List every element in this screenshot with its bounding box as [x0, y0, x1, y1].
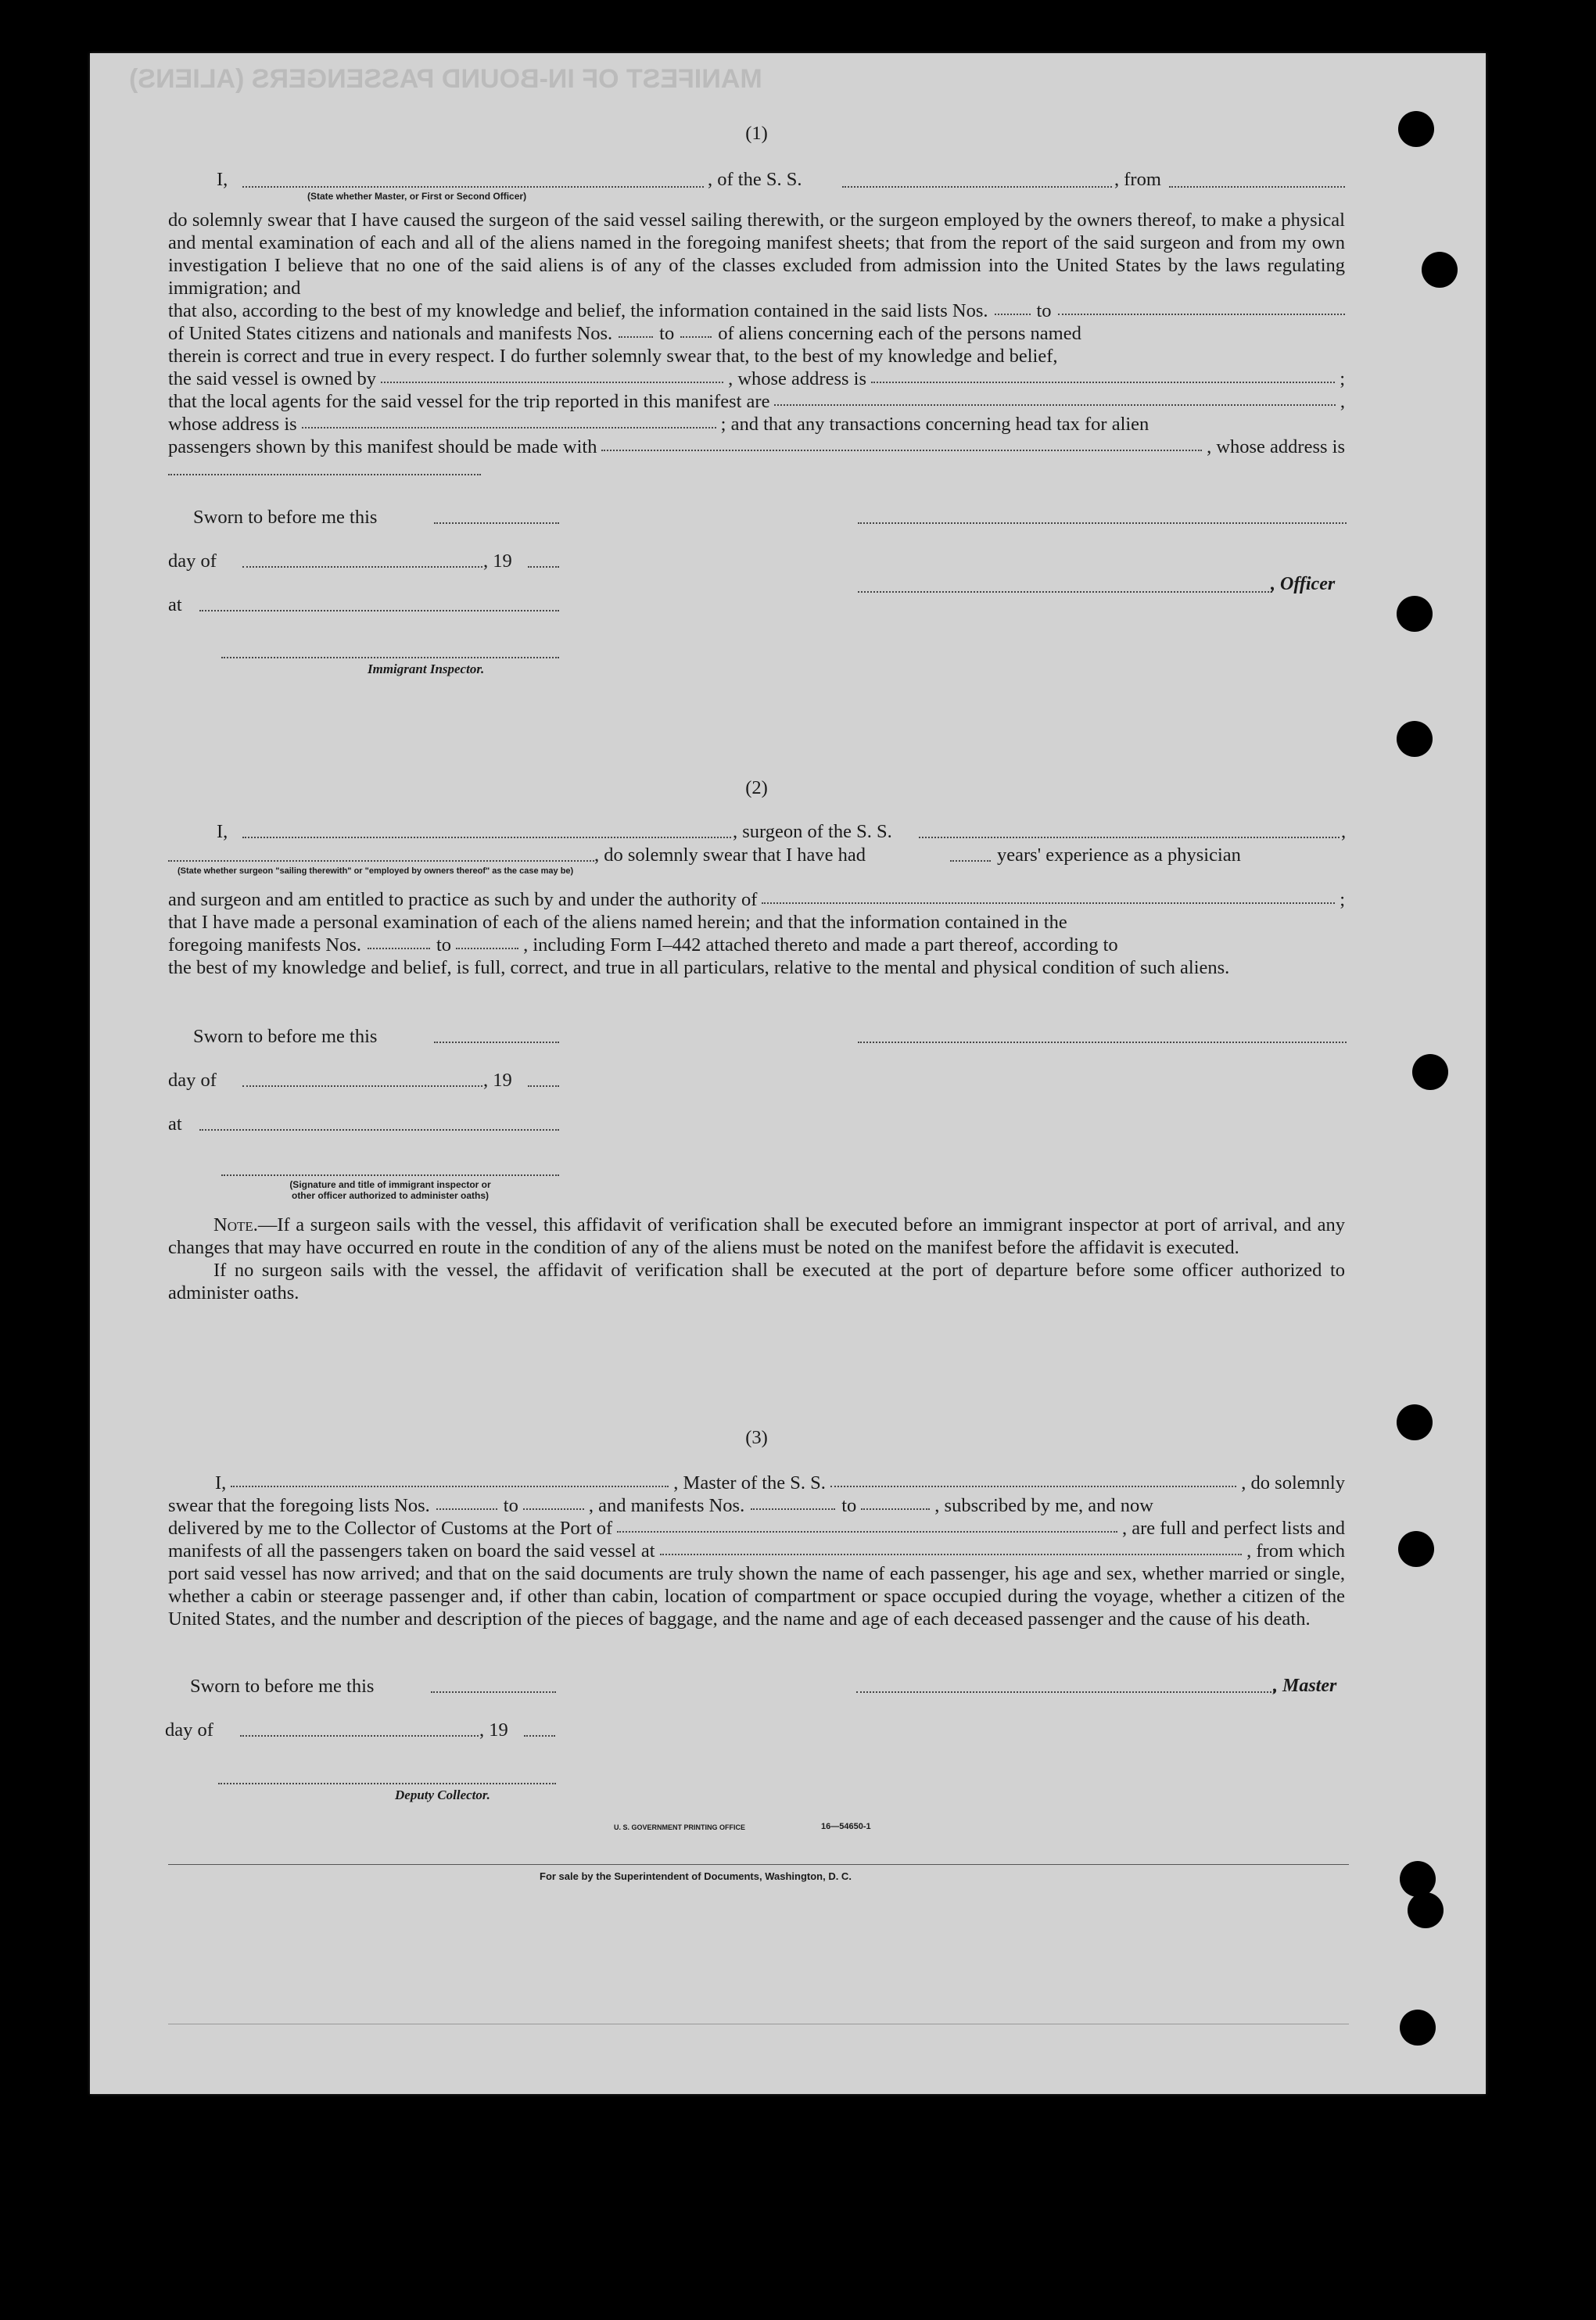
agents-blank[interactable]: [774, 390, 1335, 406]
manifests-to-blank[interactable]: [680, 322, 712, 338]
authority-text: and surgeon and am entitled to practice as such by and under the authority of: [168, 889, 758, 910]
month-blank[interactable]: [242, 566, 482, 568]
from-text: , from: [1114, 169, 1161, 190]
agents-address-blank[interactable]: [302, 413, 716, 429]
officer-rank-blank[interactable]: [242, 186, 704, 188]
master-label: , Master: [1273, 1676, 1337, 1696]
master-name-blank[interactable]: [231, 1472, 669, 1487]
s2-manifests-to-blank[interactable]: [456, 934, 518, 949]
sworn-day-blank[interactable]: [434, 522, 559, 524]
s1-oath-text-2: therein is correct and true in every respect. I do further solemnly swear that, to the best of my knowledge and belief,: [168, 346, 1058, 367]
manifests-nos-text: of United States citizens and nationals and manifests Nos.: [168, 323, 613, 344]
transactions-with-text: passengers shown by this manifest should be made with: [168, 436, 597, 457]
master-signature-line[interactable]: [856, 1691, 1275, 1693]
at-text: at: [168, 594, 182, 615]
sworn-day-blank[interactable]: [431, 1691, 556, 1693]
section-1: [168, 122, 1345, 145]
to-text: to: [1036, 300, 1052, 321]
to-text: to: [436, 934, 452, 956]
i-text: I,: [217, 821, 228, 842]
rank-caption: (State whether Master, or First or Second Officer): [307, 191, 527, 202]
lists-nos-blank[interactable]: [995, 299, 1031, 315]
year-blank[interactable]: [528, 566, 559, 568]
authority-blank[interactable]: [762, 888, 1335, 904]
from-which-text: , from which: [1246, 1540, 1345, 1562]
s3-manifests-from-blank[interactable]: [751, 1494, 835, 1510]
binder-hole: [1400, 2010, 1436, 2046]
s1-oath-text: do solemnly swear that I have caused the surgeon of the said vessel sailing therewith, or the surgeon employed by the owners thereof, to make a physical and mental examination of each and all of the aliens named in the foregoing manifest sheets; that from the report of the said surgeon and from my own investigation I believe that no one of the said aliens is of any of the classes excluded from admission into the United States by the laws regulating immigration; and: [168, 210, 1345, 299]
note-block: [168, 1214, 1345, 1304]
sworn-text: Sworn to before me this: [193, 1026, 378, 1047]
vessel-name-blank[interactable]: [842, 186, 1112, 188]
form-page: [90, 53, 1486, 2094]
s3-lists-to-blank[interactable]: [523, 1494, 584, 1510]
owner-blank[interactable]: [381, 368, 723, 383]
month-blank[interactable]: [242, 1085, 482, 1087]
s3-manifests-to-blank[interactable]: [861, 1494, 930, 1510]
sworn-text: Sworn to before me this: [193, 507, 378, 528]
officer-label: , Officer: [1271, 574, 1336, 594]
surgeon-name-blank[interactable]: [242, 837, 731, 838]
sale-notice: For sale by the Superintendent of Documents, Washington, D. C.: [540, 1870, 852, 1882]
faded-title: MANIFEST OF IN-BOUND PASSENGERS (ALIENS): [129, 64, 762, 94]
surgeon-of-ss-text: , surgeon of the S. S.: [733, 821, 892, 842]
owner-address-blank[interactable]: [871, 368, 1335, 383]
binder-hole: [1398, 1531, 1434, 1567]
s1-paragraph: [168, 209, 1345, 458]
head-tax-address-blank[interactable]: [168, 474, 481, 475]
binder-hole: [1397, 596, 1433, 632]
year-text: , 19: [479, 1719, 508, 1741]
from-port-blank[interactable]: [1169, 186, 1345, 188]
binder-hole: [1400, 1861, 1436, 1897]
binder-hole: [1412, 1054, 1448, 1090]
binder-hole: [1397, 1404, 1433, 1440]
semicolon: ;: [1340, 368, 1345, 389]
binder-hole: [1408, 1892, 1444, 1928]
sworn-text: Sworn to before me this: [190, 1676, 375, 1697]
at-text: at: [168, 1113, 182, 1135]
solemnly-swear-text: , do solemnly swear that I have had: [594, 844, 866, 866]
s2-manifests-from-blank[interactable]: [368, 934, 430, 949]
month-blank[interactable]: [240, 1735, 479, 1737]
collector-label: Deputy Collector.: [395, 1788, 490, 1802]
day-of-text: day of: [165, 1719, 213, 1741]
s1-line1: I,: [217, 169, 228, 190]
day-of-text: day of: [168, 1070, 217, 1091]
surgeon-caption: (State whether surgeon "sailing therewith" or "employed by owners thereof" as the case may be): [178, 866, 574, 876]
note-label: Note.: [213, 1214, 258, 1235]
manifests-nos-blank[interactable]: [619, 322, 653, 338]
day-of-text: day of: [168, 550, 217, 572]
years-blank[interactable]: [950, 860, 991, 862]
year-blank[interactable]: [524, 1735, 555, 1737]
surgeon-status-blank[interactable]: [168, 860, 594, 862]
section-3: [168, 1426, 1345, 1449]
full-perfect-text: , are full and perfect lists and: [1121, 1518, 1345, 1539]
subscribed-text: , subscribed by me, and now: [934, 1495, 1153, 1516]
collector-signature-line[interactable]: [218, 1783, 556, 1784]
head-tax-text: ; and that any transactions concerning head tax for alien: [720, 414, 1149, 435]
officer-signature-line[interactable]: [858, 522, 1347, 524]
to-text: to: [503, 1495, 518, 1516]
i-text: I,: [215, 1472, 227, 1493]
semicolon: ;: [1340, 889, 1345, 910]
footer-rule: [168, 1864, 1349, 1865]
lists-to-blank[interactable]: [1058, 299, 1345, 315]
to-text: to: [841, 1495, 857, 1516]
full-correct-text: the best of my knowledge and belief, is full, correct, and true in all particulars, relative to the mental and physical condition of such aliens.: [168, 957, 1230, 978]
comma: ,: [1340, 391, 1345, 412]
section-2: [168, 776, 1345, 799]
officer-title-line[interactable]: [858, 591, 1272, 593]
signature-caption: [221, 1179, 559, 1201]
inspector-signature-line[interactable]: [221, 657, 559, 658]
section-number: (2): [745, 777, 768, 798]
caption-line: other officer authorized to administer oaths): [291, 1190, 490, 1201]
head-tax-party-blank[interactable]: [601, 436, 1202, 451]
local-agents-text: that the local agents for the said vessel for the trip reported in this manifest are: [168, 391, 770, 412]
binder-hole: [1422, 252, 1458, 288]
collector-port-text: delivered by me to the Collector of Customs at the Port of: [168, 1518, 613, 1539]
form-code: 16—54650-1: [821, 1822, 871, 1831]
inspector-signature-line[interactable]: [221, 1174, 559, 1176]
s2-paragraph: [168, 888, 1345, 979]
printing-office: U. S. GOVERNMENT PRINTING OFFICE: [614, 1823, 746, 1831]
year-blank[interactable]: [528, 1085, 559, 1087]
s3-vessel-blank[interactable]: [830, 1472, 1236, 1487]
examination-text: that I have made a personal examination of each of the aliens named herein; and that the information contained in the: [168, 912, 1067, 933]
binder-hole: [1397, 721, 1433, 757]
caption-line: (Signature and title of immigrant inspector or: [289, 1179, 491, 1190]
lists-nos-text: that also, according to the best of my knowledge and belief, the information contained in the said lists Nos.: [168, 300, 988, 321]
note-text: —If a surgeon sails with the vessel, this affidavit of verification shall be executed before an immigrant inspector at port of arrival, and any changes that may have occurred en route in the condition of any of the aliens must be noted on the manifest before the affidavit is executed.: [168, 1214, 1345, 1258]
lists-nos-text: swear that the foregoing lists Nos.: [168, 1495, 430, 1516]
of-ss-text: , of the S. S.: [708, 169, 802, 190]
do-solemnly-text: , do solemnly: [1241, 1472, 1345, 1493]
owned-by-text: the said vessel is owned by: [168, 368, 377, 389]
section-number: (3): [745, 1427, 768, 1448]
note-text-2: If no surgeon sails with the vessel, the affidavit of verification shall be executed at the port of departure before some officer authorized to administer oaths.: [168, 1260, 1345, 1303]
s2-vessel-blank[interactable]: [919, 837, 1340, 838]
taken-on-board-text: manifests of all the passengers taken on board the said vessel at: [168, 1540, 655, 1562]
s3-lists-from-blank[interactable]: [436, 1494, 497, 1510]
sworn-day-blank[interactable]: [434, 1042, 559, 1043]
comma: ,: [1341, 821, 1347, 842]
boarding-port-blank[interactable]: [660, 1540, 1243, 1555]
place-blank[interactable]: [199, 610, 559, 611]
inspector-label: Immigrant Inspector.: [368, 662, 485, 676]
year-text: , 19: [483, 550, 512, 572]
passenger-details-text: port said vessel has now arrived; and that on the said documents are truly shown the name of each passenger, his age and sex, whether married or single, whether a cabin or steerage passenger and, if other than cabin, location of compartment or space occupied during the voyage, whether a citizen of the United States, and the number and description of the pieces of baggage, and the name and age of each deceased passenger and the cause of his death.: [168, 1563, 1345, 1630]
manifests-nos-text: , and manifests Nos.: [588, 1495, 745, 1516]
aliens-text: of aliens concerning each of the persons named: [718, 323, 1081, 344]
manifests-nos-text: foregoing manifests Nos.: [168, 934, 361, 956]
place-blank[interactable]: [199, 1129, 559, 1131]
port-blank[interactable]: [617, 1517, 1117, 1533]
years-experience-text: years' experience as a physician: [997, 844, 1241, 866]
agents-address-text: whose address is: [168, 414, 297, 435]
form-i442-text: , including Form I–442 attached thereto and made a part thereof, according to: [523, 934, 1118, 956]
s3-header-lines: [168, 1472, 1345, 1630]
section-number: (1): [745, 123, 768, 144]
to-text: to: [659, 323, 675, 344]
year-text: , 19: [483, 1070, 512, 1091]
address-text: , whose address is: [1207, 436, 1345, 457]
master-of-ss-text: , Master of the S. S.: [673, 1472, 826, 1493]
binder-hole: [1398, 111, 1434, 147]
surgeon-signature-line[interactable]: [858, 1042, 1347, 1043]
address-text: , whose address is: [728, 368, 866, 389]
